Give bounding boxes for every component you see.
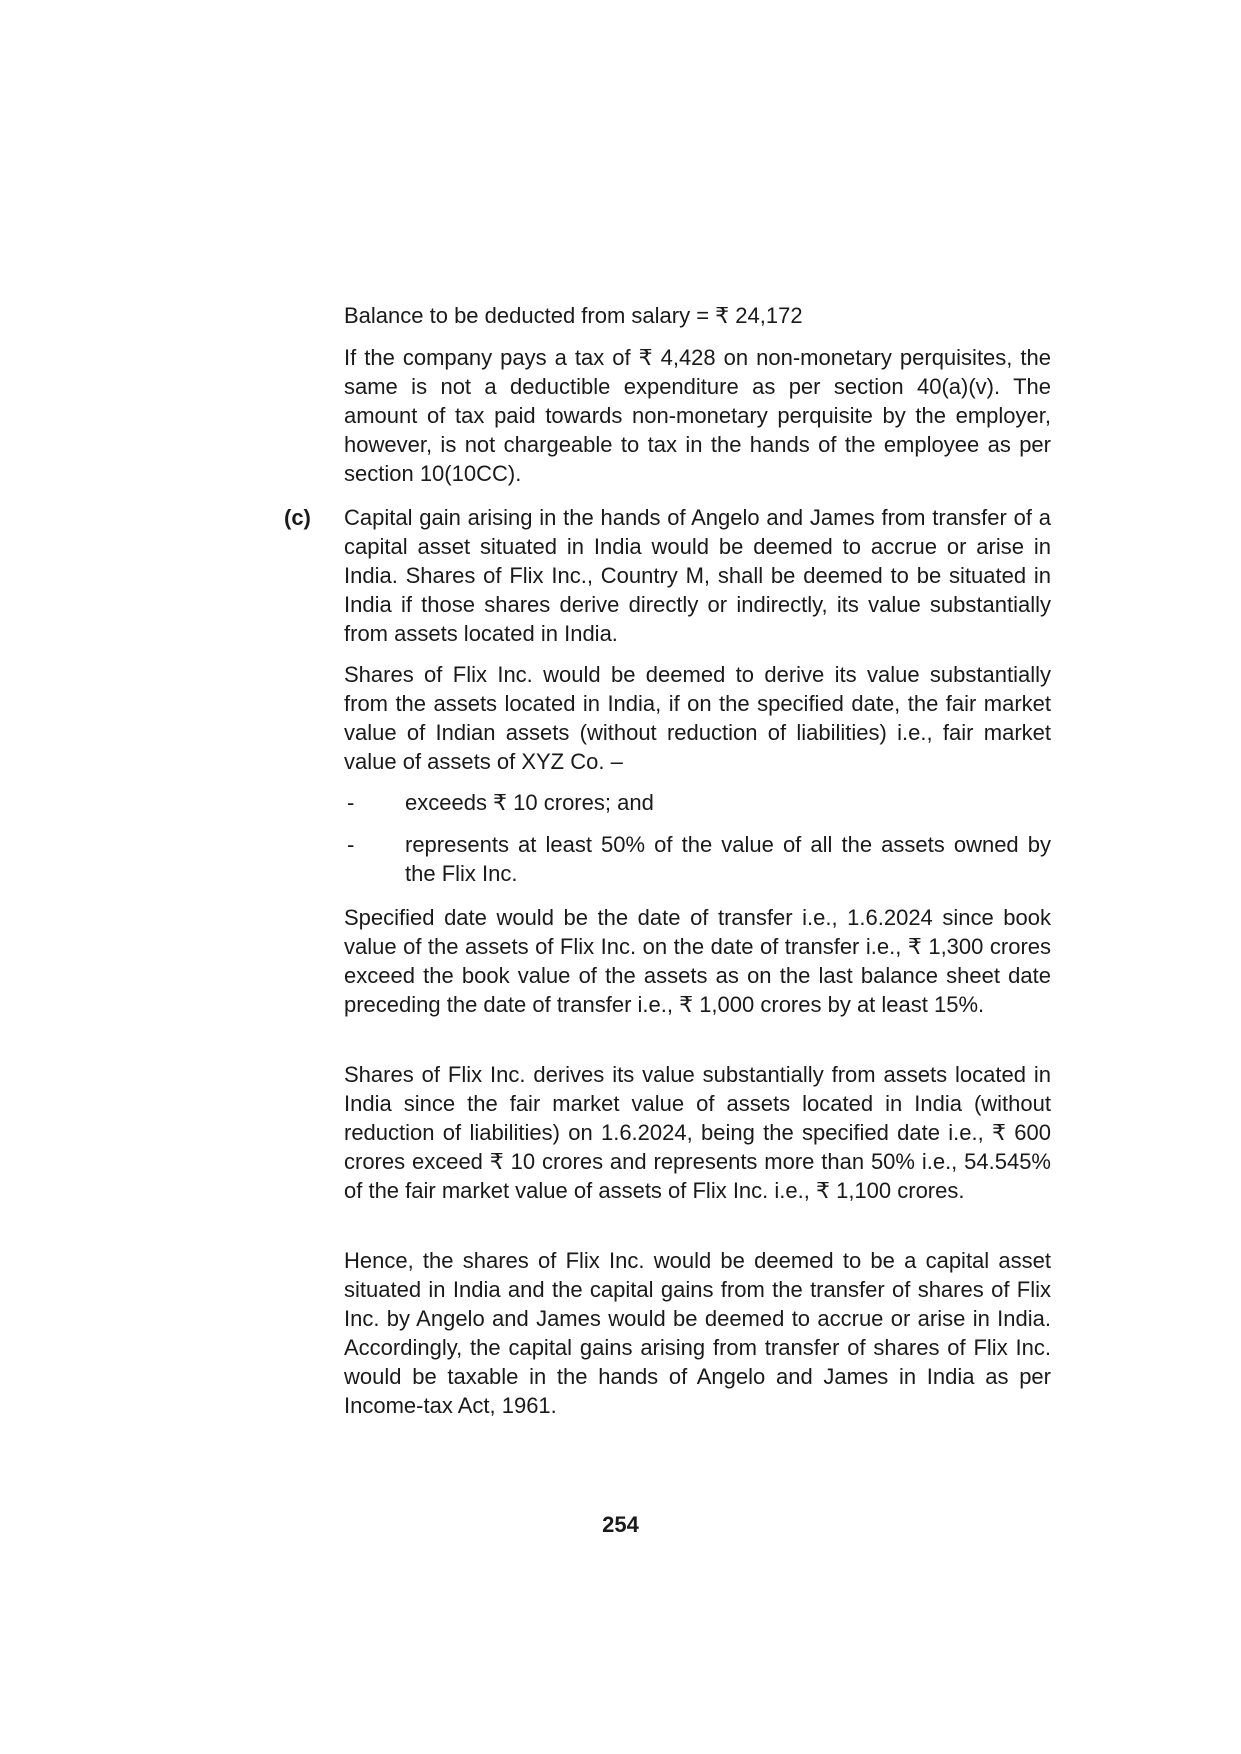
bullet-dash: - xyxy=(347,832,355,857)
tax-paragraph: If the company pays a tax of ₹ 4,428 on non-monetary perquisites, the same is not a deductible expenditure as per section 40(a)(v). The amount of tax paid towards non-monetary perquisite by the employer, however, is not chargeable to tax in the hands of the employee as per section 10(10CC). xyxy=(344,345,1051,486)
bullet-dash: - xyxy=(347,790,355,815)
conclusion-paragraph: Hence, the shares of Flix Inc. would be deemed to be a capital asset situated in India and the capital gains from the transfer of shares of Flix Inc. by Angelo and James would be deemed to accrue or arise in India. Accordingly, the capital gains arising from transfer of shares of Flix Inc. would be taxable in the hands of Angelo and James in India as per Income-tax Act, 1961. xyxy=(344,1248,1051,1418)
page-number: 254 xyxy=(602,1512,639,1537)
derives-value-paragraph: Shares of Flix Inc. derives its value substantially from assets located in India since the fair market value of assets located in India (without reduction of liabilities) on 1.6.2024, being the specified date i.e., ₹ 600 crores exceed ₹ 10 crores and represents more than 50% i.e., 54.545% of the fair market value of assets of Flix Inc. i.e., ₹ 1,100 crores. xyxy=(344,1062,1051,1203)
section-c-intro: Capital gain arising in the hands of Angelo and James from transfer of a capital asset situated in India would be deemed to accrue or arise in India. Shares of Flix Inc., Country M, shall be deemed to be situated in India if those shares derive directly or indirectly, its value substantially from assets located in India. xyxy=(344,505,1051,646)
balance-line: Balance to be deducted from salary = ₹ 24,172 xyxy=(344,303,803,328)
bullet-item: represents at least 50% of the value of all the assets owned by the Flix Inc. xyxy=(405,832,1051,886)
section-c-label: (c) xyxy=(284,505,311,530)
bullet-item: exceeds ₹ 10 crores; and xyxy=(405,790,654,815)
derive-value-paragraph: Shares of Flix Inc. would be deemed to derive its value substantially from the assets located in India, if on the specified date, the fair market value of Indian assets (without reduction of liabilities) i.e., fair market value of assets of XYZ Co. – xyxy=(344,662,1051,774)
specified-date-paragraph: Specified date would be the date of transfer i.e., 1.6.2024 since book value of the assets of Flix Inc. on the date of transfer i.e., ₹ 1,300 crores exceed the book value of the assets as on the last balance sheet date preceding the date of transfer i.e., ₹ 1,000 crores by at least 15%. xyxy=(344,905,1051,1017)
